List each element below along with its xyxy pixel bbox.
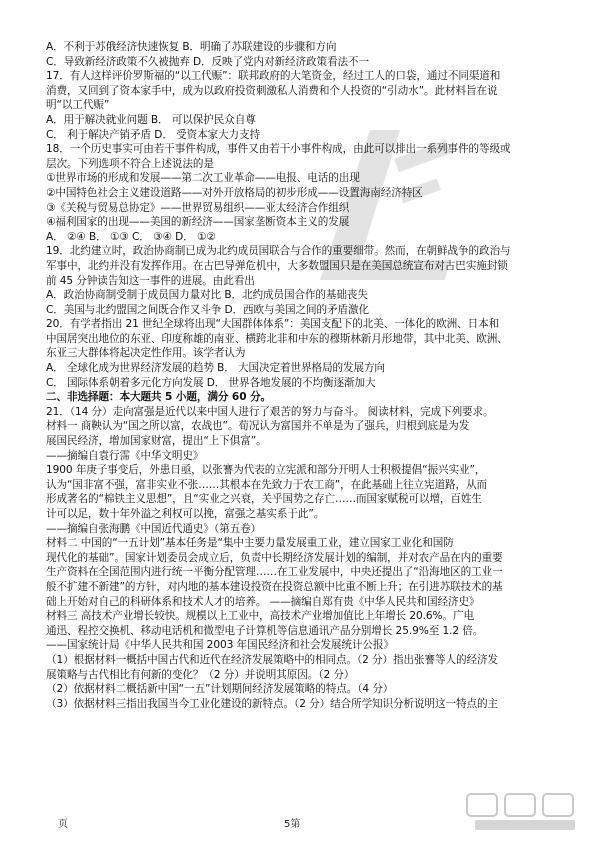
material-text: 认为“国非富不强，富非实业不张……其根本在先致力于农工商”，在此基础上往立宪道路，从而 [46, 478, 488, 491]
watermark-logo [465, 790, 585, 834]
option-line-16cd: C．导致新经济政策不久被抛弃 D．反映了党内对新经济政策看法不一 [46, 55, 369, 68]
question-18-text: 层次。下列选项不符合上述说法的是 [46, 157, 214, 170]
material-text: 展国民经济，增加国家财富，提出“上下俱富”。 [46, 435, 267, 448]
question-20-text: 中国居突出地位的东亚、印度称雄的南亚、横跨北非和中东的穆斯林新月形地带，其中北美、欧洲、 [46, 332, 508, 345]
sub-question: 展策略与古代相比有何新的变化？（2 分）并说明其原因。（2 分） [46, 668, 355, 681]
material-source: ——摘编自袁行霈《中华文明史》 [46, 449, 204, 462]
question-17-text: 明“以工代赈” [46, 99, 110, 112]
question-18-text: 18．一个历史事实可由若干事件构成，事件又由若干小事件构成，由此可以排出一系列事件的等级或 [46, 143, 511, 156]
material-text: 材料二 中国的“一五计划”基本任务是“集中主要力量发展重工业，建立国家工业化和国防 [46, 537, 454, 550]
question-17-text: 17．有人这样评价罗斯福的“以工代赈”：联邦政府的大笔资金，经过工人的口袋，通过不同渠道和 [46, 70, 501, 83]
material-text: 材料三 高技术产业增长较快。规模以上工业中，高技术产业增加值比上年增长 20.6%。广电 [46, 610, 474, 623]
material-text: 材料一 商鞅认为“国之所以富，农战也”。荀况认为富国并不单是为了强兵，归根到底是为发 [46, 420, 470, 433]
option-line-19ab: A．政治协商制受制于成员国力量对比 B．北约成员国合作的基础丧失 [46, 289, 368, 302]
material-source: ——摘编自张海鹏《中国近代通史》（第五卷） [46, 522, 262, 535]
material-text: 般不扩建不新建”的方针，对内地的基本建设投资在投资总额中比重不断上升；在引进苏联技术的基 [46, 580, 503, 593]
material-text: 现代化的基础”。国家计划委员会成立后，负责中长期经济发展计划的编制，并对农产品在内的重要 [46, 551, 503, 564]
option-line-20ab: A． 全球化成为世界经济发展的趋势 B． 大国决定着世界格局的发展方向 [46, 362, 385, 375]
option-line-20cd: C． 国际体系朝着多元化方向发展 D． 世界各地发展的不均衡逐渐加大 [46, 376, 376, 389]
question-17-text: 消费，又回到了资本家手中，成为以政府投资刺激私人消费和个人投资的“引动水”。此材料旨在说 [46, 84, 498, 97]
option-line-19cd: C．美国与北约盟国之间既合作又斗争 D．西欧与美国之间的矛盾激化 [46, 303, 369, 316]
question-19-text: 19．北约建立时，政治协商制已成为北约成员国联合与合作的重要细带。然而，在朝鲜战争的政治与 [46, 245, 511, 258]
sub-question: （3）依据材料三指出我国当今工业化建设的新特点。（2 分）结合所学知识分析说明这一特点的主 [46, 697, 498, 710]
question-20-text: 20．有学者指出 21 世纪全球将出现“大国群体体系”：美国支配下的北美、一体化的欧洲、日本和 [46, 318, 500, 331]
question-18-item: ②中国特色社会主义建设道路——对外开放格局的初步形成——设置海南经济特区 [46, 186, 423, 199]
exam-content [46, 40, 556, 711]
material-text: 础上开始对自己的科研体系和技术人才的培养。 ——摘编自郑有贵《中华人民共和国经济史》 [46, 595, 480, 608]
sub-question: （2）依据材料二概括新中国“一五”计划期间经济发展策略的特点。（4 分） [46, 683, 394, 696]
question-21-text: 21．（14 分）走向富强是近代以来中国人进行了艰苦的努力与奋斗。 阅读材料，完成下列要求。 [46, 405, 494, 418]
question-19-text: 军事中，北约并没有发挥作用。在古巴导弹危机中，大多数盟国只是在美国总统宣布对古巴实施封锁 [46, 259, 508, 272]
material-source: ——国家统计局《中华人民共和国 2003 年国民经济和社会发展统计公报》 [46, 639, 394, 652]
material-text: 通迅、程控交换机、移动电话机和微型电子计算机等信息通讯产品分别增长 25.9%至 1.2 倍。 [46, 624, 484, 637]
material-text: 生产资料在全国范围内进行统一平衡分配管理……在工业发展中，中央还提出了“沿海地区的工业一 [46, 566, 503, 579]
question-20-text: 东亚三大群体将起决定性作用。该学者认为 [46, 347, 246, 360]
option-line-17ab: A．用于解决就业问题 B． 可以保护民众自尊 [46, 113, 256, 126]
option-line-16ab: A．不利于苏俄经济快速恢复 B．明确了苏联建设的步骤和方向 [46, 41, 337, 53]
question-18-item: ④福利国家的出现——美国的新经济——国家垄断资本主义的发展 [46, 216, 350, 229]
option-line-17cd: C． 利于解决产销矛盾 D． 受资本家大力支持 [46, 128, 261, 141]
question-19-text: 前 45 分钟读告知这一事件的进展。由此看出 [46, 274, 255, 287]
option-line-18: A． ②④ B． ①③ C． ③④ D． ①② [46, 230, 216, 243]
material-text: 计可以足，数十年外溢之利权可以挽，富强之基实系于此”。 [46, 508, 325, 520]
material-text: 形成著名的“棉铁主义思想”，且“实业之兴衰，关乎国势之存亡……而国家赋税可以增，百姓生 [46, 493, 482, 506]
page-footer-left: 页 [58, 819, 68, 830]
page-number: 5第 [284, 819, 301, 830]
question-18-item: ③《关税与贸易总协定》——世界贸易组织——亚太经济合作组织 [46, 201, 350, 214]
material-text: 1900 年庚子事变后，外患日亟，以张謇为代表的立宪派和部分开明人士积极提倡“振兴实业”， [46, 464, 486, 477]
sub-question: （1）根据材料一概括中国古代和近代在经济发展策略中的相同点。（2 分）指出张謇等人的经济发 [46, 653, 498, 666]
question-18-item: ①世界市场的形成和发展——第二次工业革命——电报、电话的出现 [46, 172, 360, 185]
section-heading: 二、非选择题：本大题共 5 小题，满分 60 分。 [46, 391, 272, 404]
